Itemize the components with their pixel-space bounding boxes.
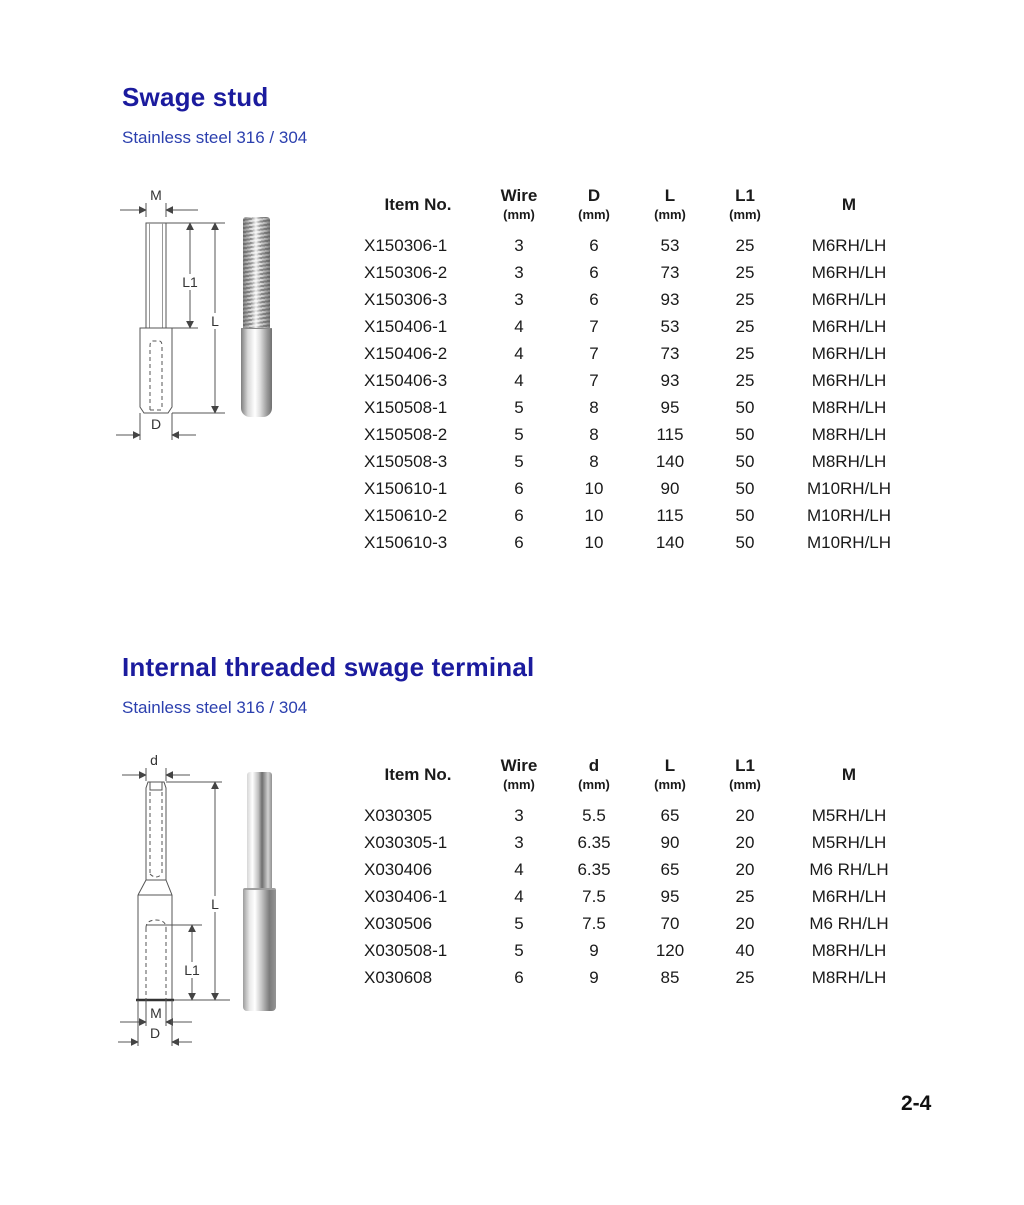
- value-cell: 20: [735, 805, 755, 825]
- value-cell: M6RH/LH: [811, 343, 887, 363]
- value-cell: 10: [584, 505, 604, 525]
- item-no-cell: X030508-1: [364, 940, 448, 960]
- value-cell: 25: [735, 967, 755, 987]
- item-no-cell: X150406-3: [364, 370, 448, 390]
- value-cell: 25: [735, 262, 755, 282]
- item-no-cell: X150306-3: [364, 289, 448, 309]
- value-cell: 20: [735, 913, 755, 933]
- value-cell: 6: [589, 289, 599, 309]
- value-cell: 5.5: [582, 805, 606, 825]
- item-no-cell: X150610-1: [364, 478, 448, 498]
- value-cell: 25: [735, 370, 755, 390]
- column-header: D (mm): [578, 186, 610, 222]
- value-cell: 3: [514, 289, 524, 309]
- value-cell: M10RH/LH: [806, 478, 892, 498]
- value-cell: 3: [514, 235, 524, 255]
- value-cell: 95: [660, 886, 680, 906]
- dim-label-l: L: [211, 313, 219, 329]
- dim-label-l: L: [211, 896, 219, 912]
- value-cell: 8: [589, 424, 599, 444]
- item-no-cell: X030608: [364, 967, 433, 987]
- value-cell: 7: [589, 316, 599, 336]
- value-cell: M8RH/LH: [811, 940, 887, 960]
- value-cell: 93: [660, 289, 680, 309]
- table-row: [358, 829, 920, 856]
- value-cell: 3: [514, 262, 524, 282]
- value-cell: 50: [735, 532, 755, 552]
- value-cell: 50: [735, 397, 755, 417]
- section-subtitle-internal-threaded: Stainless steel 316 / 304: [122, 698, 308, 717]
- value-cell: 20: [735, 832, 755, 852]
- section-title-internal-threaded: Internal threaded swage terminal: [122, 652, 535, 682]
- value-cell: 6: [589, 235, 599, 255]
- value-cell: 120: [655, 940, 685, 960]
- value-cell: M6RH/LH: [811, 289, 887, 309]
- value-cell: 8: [589, 451, 599, 471]
- stud-threaded-section: [243, 217, 270, 329]
- value-cell: M8RH/LH: [811, 967, 887, 987]
- section-title-swage-stud: Swage stud: [122, 82, 269, 112]
- value-cell: 7.5: [582, 913, 606, 933]
- value-cell: 4: [514, 886, 524, 906]
- table-row: [358, 964, 920, 991]
- table-row: [358, 475, 920, 502]
- item-no-cell: X150406-1: [364, 316, 448, 336]
- dim-label-D: D: [149, 1025, 161, 1041]
- value-cell: 4: [514, 316, 524, 336]
- item-no-cell: X150508-3: [364, 451, 448, 471]
- value-cell: 95: [660, 397, 680, 417]
- table-row: [358, 286, 920, 313]
- value-cell: 65: [660, 805, 680, 825]
- item-no-cell: X150508-1: [364, 397, 448, 417]
- column-header: L (mm): [654, 756, 686, 792]
- column-header: L1 (mm): [729, 756, 761, 792]
- value-cell: M8RH/LH: [811, 451, 887, 471]
- value-cell: 25: [735, 316, 755, 336]
- table-row: [358, 367, 920, 394]
- item-no-cell: X030406: [364, 859, 433, 879]
- swage-stud-table: [358, 176, 920, 556]
- table-row: [358, 340, 920, 367]
- item-no-cell: X150610-3: [364, 532, 448, 552]
- value-cell: 73: [660, 343, 680, 363]
- value-cell: 3: [514, 832, 524, 852]
- dim-label-m: M: [150, 187, 162, 203]
- column-header: Wire (mm): [500, 186, 538, 222]
- value-cell: 4: [514, 859, 524, 879]
- table-header-row: [358, 746, 920, 802]
- column-header: Wire (mm): [500, 756, 538, 792]
- value-cell: 90: [660, 478, 680, 498]
- value-cell: 5: [514, 451, 524, 471]
- column-header: L (mm): [654, 186, 686, 222]
- value-cell: 73: [660, 262, 680, 282]
- value-cell: 70: [660, 913, 680, 933]
- table-row: [358, 421, 920, 448]
- value-cell: 5: [514, 424, 524, 444]
- terminal-swage-body: [243, 888, 276, 1011]
- value-cell: 40: [735, 940, 755, 960]
- table-row: [358, 313, 920, 340]
- value-cell: 6: [514, 532, 524, 552]
- dim-label-l1: L1: [184, 962, 200, 978]
- value-cell: M6 RH/LH: [809, 913, 889, 933]
- value-cell: 7: [589, 370, 599, 390]
- terminal-diagram: [110, 748, 240, 1050]
- terminal-table: [358, 746, 920, 991]
- stud-swage-body: [241, 328, 272, 417]
- table-row: [358, 883, 920, 910]
- value-cell: 65: [660, 859, 680, 879]
- value-cell: 25: [735, 343, 755, 363]
- table-row: [358, 910, 920, 937]
- value-cell: 20: [735, 859, 755, 879]
- item-no-cell: X030305: [364, 805, 433, 825]
- value-cell: 93: [660, 370, 680, 390]
- table-row: [358, 448, 920, 475]
- value-cell: M6RH/LH: [811, 370, 887, 390]
- value-cell: 50: [735, 424, 755, 444]
- item-no-cell: X030506: [364, 913, 433, 933]
- table-header-row: [358, 176, 920, 232]
- value-cell: 53: [660, 316, 680, 336]
- table-row: [358, 232, 920, 259]
- page-number: 2-4: [901, 1092, 932, 1115]
- value-cell: 5: [514, 913, 524, 933]
- table-row: [358, 529, 920, 556]
- value-cell: M5RH/LH: [811, 805, 887, 825]
- dim-label-m: M: [150, 1005, 162, 1021]
- column-header: M: [841, 764, 857, 784]
- value-cell: 50: [735, 451, 755, 471]
- value-cell: 115: [656, 505, 684, 525]
- table-row: [358, 259, 920, 286]
- table-row: [358, 394, 920, 421]
- value-cell: M6RH/LH: [811, 886, 887, 906]
- value-cell: 6.35: [577, 832, 611, 852]
- item-no-cell: X150610-2: [364, 505, 448, 525]
- value-cell: 6: [514, 478, 524, 498]
- value-cell: 53: [660, 235, 680, 255]
- section-subtitle-swage-stud: Stainless steel 316 / 304: [122, 128, 308, 147]
- value-cell: 140: [655, 532, 685, 552]
- value-cell: 6: [514, 505, 524, 525]
- dim-label-d: D: [150, 416, 162, 432]
- dim-label-l1: L1: [182, 274, 198, 290]
- value-cell: 7.5: [582, 886, 606, 906]
- value-cell: 4: [514, 343, 524, 363]
- value-cell: M6RH/LH: [811, 316, 887, 336]
- value-cell: 6: [514, 967, 524, 987]
- terminal-photo: [243, 772, 276, 1011]
- table-row: [358, 502, 920, 529]
- value-cell: M6 RH/LH: [809, 859, 889, 879]
- table-row: [358, 856, 920, 883]
- value-cell: 4: [514, 370, 524, 390]
- dim-label-d: d: [150, 752, 158, 768]
- value-cell: 25: [735, 886, 755, 906]
- table-row: [358, 937, 920, 964]
- column-header: Item No.: [384, 764, 452, 784]
- value-cell: M6RH/LH: [811, 235, 887, 255]
- value-cell: M6RH/LH: [811, 262, 887, 282]
- value-cell: 9: [589, 967, 599, 987]
- value-cell: 5: [514, 940, 524, 960]
- value-cell: M10RH/LH: [806, 505, 892, 525]
- item-no-cell: X150406-2: [364, 343, 448, 363]
- value-cell: 90: [660, 832, 680, 852]
- value-cell: M8RH/LH: [811, 397, 887, 417]
- value-cell: 3: [514, 805, 524, 825]
- item-no-cell: X150306-2: [364, 262, 448, 282]
- terminal-tube-section: [247, 772, 272, 889]
- value-cell: 140: [655, 451, 685, 471]
- column-header: d (mm): [578, 756, 610, 792]
- value-cell: 9: [589, 940, 599, 960]
- value-cell: 6: [589, 262, 599, 282]
- column-header: L1 (mm): [729, 186, 761, 222]
- value-cell: 25: [735, 289, 755, 309]
- value-cell: 8: [589, 397, 599, 417]
- value-cell: 85: [660, 967, 680, 987]
- column-header: M: [841, 194, 857, 214]
- value-cell: 50: [735, 505, 755, 525]
- value-cell: 7: [589, 343, 599, 363]
- value-cell: M10RH/LH: [806, 532, 892, 552]
- table-row: [358, 802, 920, 829]
- value-cell: 10: [584, 532, 604, 552]
- swage-stud-photo: [241, 217, 272, 417]
- value-cell: 6.35: [577, 859, 611, 879]
- value-cell: 5: [514, 397, 524, 417]
- item-no-cell: X030305-1: [364, 832, 448, 852]
- value-cell: 25: [735, 235, 755, 255]
- value-cell: 50: [735, 478, 755, 498]
- item-no-cell: X030406-1: [364, 886, 448, 906]
- value-cell: M8RH/LH: [811, 424, 887, 444]
- item-no-cell: X150306-1: [364, 235, 448, 255]
- column-header: Item No.: [384, 194, 452, 214]
- value-cell: M5RH/LH: [811, 832, 887, 852]
- item-no-cell: X150508-2: [364, 424, 448, 444]
- value-cell: 115: [656, 424, 684, 444]
- swage-stud-diagram: [112, 186, 237, 450]
- value-cell: 10: [584, 478, 604, 498]
